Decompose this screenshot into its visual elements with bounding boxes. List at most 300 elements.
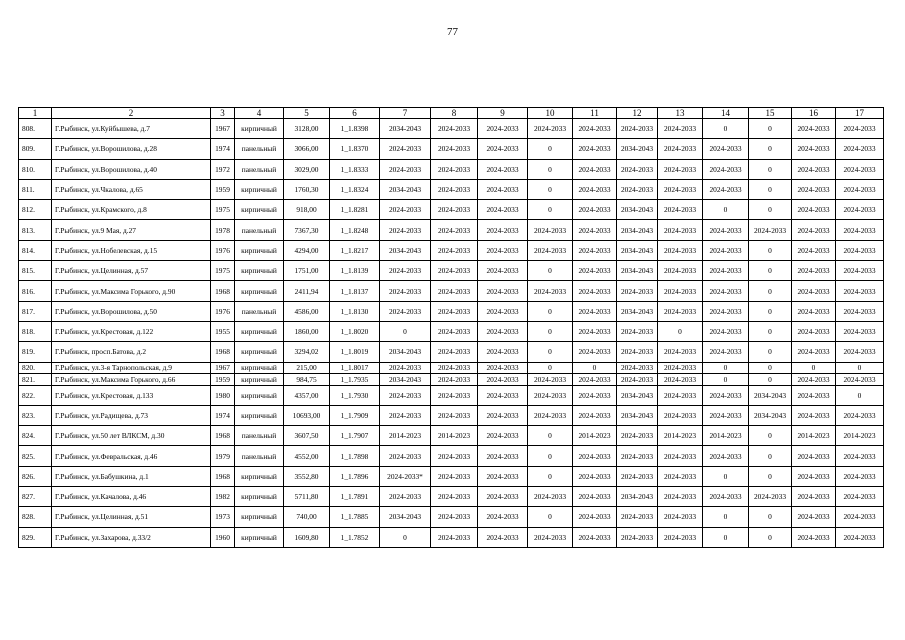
term-col-14-cell: 0 bbox=[703, 374, 749, 386]
table-header-row bbox=[19, 108, 884, 119]
term-col-10-cell: 0 bbox=[528, 159, 573, 179]
area-cell: 1609,80 bbox=[284, 527, 330, 547]
row-number-cell: 815. bbox=[19, 261, 52, 281]
table-row bbox=[19, 261, 884, 281]
term-col-7-cell: 2034-2043 bbox=[380, 374, 431, 386]
term-col-7-cell: 2034-2043 bbox=[380, 342, 431, 362]
column-header-15: 15 bbox=[749, 108, 792, 119]
wall-material-cell: кирпичный bbox=[235, 527, 284, 547]
term-col-15-cell: 0 bbox=[749, 240, 792, 260]
term-col-15-cell: 0 bbox=[749, 200, 792, 220]
term-col-15-cell: 2024-2033 bbox=[749, 487, 792, 507]
wall-material-cell: кирпичный bbox=[235, 466, 284, 486]
term-col-8-cell: 2024-2033 bbox=[431, 374, 478, 386]
term-col-14-cell: 2024-2033 bbox=[703, 321, 749, 341]
column-header-2: 2 bbox=[52, 108, 211, 119]
term-col-12-cell: 2034-2043 bbox=[617, 405, 658, 425]
term-col-12-cell: 2034-2043 bbox=[617, 139, 658, 159]
term-col-14-cell: 2024-2033 bbox=[703, 139, 749, 159]
term-col-11-cell: 2024-2033 bbox=[573, 342, 617, 362]
build-year-cell: 1974 bbox=[211, 139, 235, 159]
term-col-12-cell: 2034-2043 bbox=[617, 200, 658, 220]
wall-material-cell: кирпичный bbox=[235, 240, 284, 260]
term-col-12-cell: 2024-2033 bbox=[617, 321, 658, 341]
column-header-12: 12 bbox=[617, 108, 658, 119]
wall-material-cell: панельный bbox=[235, 139, 284, 159]
term-col-15-cell: 0 bbox=[749, 261, 792, 281]
term-col-13-cell: 2024-2033 bbox=[658, 261, 703, 281]
term-col-11-cell: 2024-2033 bbox=[573, 507, 617, 527]
term-col-13-cell: 2024-2033 bbox=[658, 507, 703, 527]
term-col-9-cell: 2024-2033 bbox=[478, 119, 528, 139]
address-cell: Г.Рыбинск, ул.Радищева, д.73 bbox=[52, 405, 211, 425]
term-col-12-cell: 2034-2043 bbox=[617, 385, 658, 405]
area-cell: 1751,00 bbox=[284, 261, 330, 281]
term-col-17-cell: 2024-2033 bbox=[836, 220, 884, 240]
term-col-17-cell: 2024-2033 bbox=[836, 342, 884, 362]
term-col-14-cell: 2024-2033 bbox=[703, 342, 749, 362]
house-code-cell: 1_1.8137 bbox=[330, 281, 380, 301]
address-cell: Г.Рыбинск, ул.Целинная, д.57 bbox=[52, 261, 211, 281]
address-cell: Г.Рыбинск, ул.Захарова, д.33/2 bbox=[52, 527, 211, 547]
term-col-13-cell: 2024-2033 bbox=[658, 139, 703, 159]
term-col-17-cell: 2024-2033 bbox=[836, 119, 884, 139]
term-col-14-cell: 0 bbox=[703, 466, 749, 486]
term-col-9-cell: 2024-2033 bbox=[478, 466, 528, 486]
term-col-17-cell: 2024-2033 bbox=[836, 466, 884, 486]
term-col-11-cell: 2024-2033 bbox=[573, 321, 617, 341]
term-col-7-cell: 2024-2033 bbox=[380, 446, 431, 466]
wall-material-cell: панельный bbox=[235, 159, 284, 179]
term-col-17-cell: 2024-2033 bbox=[836, 179, 884, 199]
term-col-8-cell: 2024-2033 bbox=[431, 240, 478, 260]
term-col-9-cell: 2024-2033 bbox=[478, 362, 528, 374]
term-col-14-cell: 0 bbox=[703, 527, 749, 547]
table-row bbox=[19, 240, 884, 260]
term-col-12-cell: 2024-2033 bbox=[617, 374, 658, 386]
area-cell: 1760,30 bbox=[284, 179, 330, 199]
address-cell: Г.Рыбинск, ул.Бабушкина, д.1 bbox=[52, 466, 211, 486]
area-cell: 4357,00 bbox=[284, 385, 330, 405]
row-number-cell: 828. bbox=[19, 507, 52, 527]
table-row bbox=[19, 200, 884, 220]
term-col-16-cell: 2024-2033 bbox=[792, 385, 836, 405]
term-col-8-cell: 2024-2033 bbox=[431, 321, 478, 341]
row-number-cell: 814. bbox=[19, 240, 52, 260]
row-number-cell: 824. bbox=[19, 426, 52, 446]
term-col-16-cell: 2024-2033 bbox=[792, 240, 836, 260]
row-number-cell: 811. bbox=[19, 179, 52, 199]
term-col-13-cell: 2024-2033 bbox=[658, 281, 703, 301]
term-col-14-cell: 2024-2033 bbox=[703, 281, 749, 301]
term-col-14-cell: 2014-2023 bbox=[703, 426, 749, 446]
term-col-15-cell: 0 bbox=[749, 281, 792, 301]
term-col-7-cell: 2024-2033 bbox=[380, 261, 431, 281]
term-col-11-cell: 2024-2033 bbox=[573, 385, 617, 405]
build-year-cell: 1959 bbox=[211, 179, 235, 199]
term-col-13-cell: 2024-2033 bbox=[658, 362, 703, 374]
house-code-cell: 1_1.8217 bbox=[330, 240, 380, 260]
address-cell: Г.Рыбинск, ул.3-я Тарнопольская, д.9 bbox=[52, 362, 211, 374]
area-cell: 5711,80 bbox=[284, 487, 330, 507]
term-col-12-cell: 2034-2043 bbox=[617, 261, 658, 281]
build-year-cell: 1972 bbox=[211, 159, 235, 179]
term-col-11-cell: 2024-2033 bbox=[573, 261, 617, 281]
term-col-9-cell: 2024-2033 bbox=[478, 139, 528, 159]
term-col-9-cell: 2024-2033 bbox=[478, 342, 528, 362]
house-code-cell: 1_1.7909 bbox=[330, 405, 380, 425]
term-col-16-cell: 2024-2033 bbox=[792, 301, 836, 321]
term-col-12-cell: 2034-2043 bbox=[617, 220, 658, 240]
build-year-cell: 1967 bbox=[211, 119, 235, 139]
term-col-10-cell: 2024-2033 bbox=[528, 374, 573, 386]
term-col-15-cell: 0 bbox=[749, 362, 792, 374]
wall-material-cell: кирпичный bbox=[235, 362, 284, 374]
term-col-8-cell: 2024-2033 bbox=[431, 261, 478, 281]
house-code-cell: 1_1.8398 bbox=[330, 119, 380, 139]
term-col-17-cell: 2024-2033 bbox=[836, 405, 884, 425]
wall-material-cell: кирпичный bbox=[235, 342, 284, 362]
table-body bbox=[19, 119, 884, 548]
address-cell: Г.Рыбинск, ул.Максима Горького, д.66 bbox=[52, 374, 211, 386]
area-cell: 4552,00 bbox=[284, 446, 330, 466]
term-col-16-cell: 2024-2033 bbox=[792, 446, 836, 466]
term-col-12-cell: 2024-2033 bbox=[617, 466, 658, 486]
term-col-16-cell: 2024-2033 bbox=[792, 159, 836, 179]
term-col-9-cell: 2024-2033 bbox=[478, 374, 528, 386]
term-col-14-cell: 2024-2033 bbox=[703, 487, 749, 507]
term-col-11-cell: 2024-2033 bbox=[573, 200, 617, 220]
term-col-11-cell: 2024-2033 bbox=[573, 374, 617, 386]
wall-material-cell: кирпичный bbox=[235, 281, 284, 301]
term-col-11-cell: 2024-2033 bbox=[573, 240, 617, 260]
term-col-11-cell: 2024-2033 bbox=[573, 139, 617, 159]
term-col-13-cell: 2024-2033 bbox=[658, 374, 703, 386]
address-cell: Г.Рыбинск, ул.Февральская, д.46 bbox=[52, 446, 211, 466]
term-col-14-cell: 2024-2033 bbox=[703, 405, 749, 425]
row-number-cell: 813. bbox=[19, 220, 52, 240]
term-col-7-cell: 2024-2033 bbox=[380, 301, 431, 321]
term-col-7-cell: 2024-2033 bbox=[380, 200, 431, 220]
term-col-16-cell: 2024-2033 bbox=[792, 200, 836, 220]
term-col-7-cell: 2034-2043 bbox=[380, 179, 431, 199]
table-row bbox=[19, 342, 884, 362]
term-col-15-cell: 0 bbox=[749, 507, 792, 527]
build-year-cell: 1976 bbox=[211, 240, 235, 260]
address-cell: Г.Рыбинск, ул.Чкалова, д.65 bbox=[52, 179, 211, 199]
term-col-8-cell: 2024-2033 bbox=[431, 487, 478, 507]
column-header-14: 14 bbox=[703, 108, 749, 119]
term-col-15-cell: 0 bbox=[749, 466, 792, 486]
term-col-9-cell: 2024-2033 bbox=[478, 261, 528, 281]
table-row bbox=[19, 385, 884, 405]
term-col-12-cell: 2024-2033 bbox=[617, 342, 658, 362]
build-year-cell: 1975 bbox=[211, 200, 235, 220]
term-col-13-cell: 2024-2033 bbox=[658, 466, 703, 486]
row-number-cell: 826. bbox=[19, 466, 52, 486]
term-col-7-cell: 2024-2033* bbox=[380, 466, 431, 486]
table-row bbox=[19, 362, 884, 374]
table-row bbox=[19, 281, 884, 301]
address-cell: Г.Рыбинск, ул.Крамского, д.8 bbox=[52, 200, 211, 220]
term-col-10-cell: 0 bbox=[528, 261, 573, 281]
term-col-15-cell: 0 bbox=[749, 321, 792, 341]
row-number-cell: 812. bbox=[19, 200, 52, 220]
term-col-10-cell: 0 bbox=[528, 301, 573, 321]
term-col-16-cell: 2024-2033 bbox=[792, 466, 836, 486]
term-col-13-cell: 2024-2033 bbox=[658, 385, 703, 405]
term-col-17-cell: 2024-2033 bbox=[836, 321, 884, 341]
term-col-17-cell: 2024-2033 bbox=[836, 159, 884, 179]
address-cell: Г.Рыбинск, ул.Ворошилова, д.40 bbox=[52, 159, 211, 179]
term-col-7-cell: 2024-2033 bbox=[380, 385, 431, 405]
term-col-16-cell: 2024-2033 bbox=[792, 261, 836, 281]
term-col-15-cell: 0 bbox=[749, 527, 792, 547]
address-cell: Г.Рыбинск, ул.Целинная, д.51 bbox=[52, 507, 211, 527]
wall-material-cell: кирпичный bbox=[235, 321, 284, 341]
column-header-11: 11 bbox=[573, 108, 617, 119]
build-year-cell: 1974 bbox=[211, 405, 235, 425]
term-col-16-cell: 2024-2033 bbox=[792, 179, 836, 199]
term-col-9-cell: 2024-2033 bbox=[478, 487, 528, 507]
table-row bbox=[19, 446, 884, 466]
house-code-cell: 1_1.7930 bbox=[330, 385, 380, 405]
wall-material-cell: кирпичный bbox=[235, 261, 284, 281]
column-header-6: 6 bbox=[330, 108, 380, 119]
housing-registry-table bbox=[18, 107, 884, 548]
row-number-cell: 829. bbox=[19, 527, 52, 547]
wall-material-cell: кирпичный bbox=[235, 374, 284, 386]
term-col-9-cell: 2024-2033 bbox=[478, 321, 528, 341]
term-col-9-cell: 2024-2033 bbox=[478, 527, 528, 547]
row-number-cell: 809. bbox=[19, 139, 52, 159]
term-col-13-cell: 2024-2033 bbox=[658, 119, 703, 139]
column-header-16: 16 bbox=[792, 108, 836, 119]
column-header-4: 4 bbox=[235, 108, 284, 119]
column-header-7: 7 bbox=[380, 108, 431, 119]
build-year-cell: 1967 bbox=[211, 362, 235, 374]
house-code-cell: 1_1.8130 bbox=[330, 301, 380, 321]
term-col-10-cell: 0 bbox=[528, 321, 573, 341]
term-col-9-cell: 2024-2033 bbox=[478, 159, 528, 179]
term-col-8-cell: 2014-2023 bbox=[431, 426, 478, 446]
term-col-17-cell: 2024-2033 bbox=[836, 200, 884, 220]
column-header-5: 5 bbox=[284, 108, 330, 119]
house-code-cell: 1_1.7891 bbox=[330, 487, 380, 507]
term-col-15-cell: 2034-2043 bbox=[749, 385, 792, 405]
column-header-3: 3 bbox=[211, 108, 235, 119]
term-col-10-cell: 0 bbox=[528, 362, 573, 374]
term-col-17-cell: 2024-2033 bbox=[836, 527, 884, 547]
term-col-7-cell: 2024-2033 bbox=[380, 159, 431, 179]
term-col-10-cell: 0 bbox=[528, 426, 573, 446]
build-year-cell: 1955 bbox=[211, 321, 235, 341]
term-col-12-cell: 2024-2033 bbox=[617, 426, 658, 446]
house-code-cell: 1_1.8324 bbox=[330, 179, 380, 199]
term-col-13-cell: 2024-2033 bbox=[658, 159, 703, 179]
table-row bbox=[19, 405, 884, 425]
term-col-9-cell: 2024-2033 bbox=[478, 179, 528, 199]
term-col-15-cell: 0 bbox=[749, 159, 792, 179]
wall-material-cell: кирпичный bbox=[235, 385, 284, 405]
term-col-10-cell: 2024-2033 bbox=[528, 487, 573, 507]
term-col-17-cell: 2014-2023 bbox=[836, 426, 884, 446]
term-col-10-cell: 2024-2033 bbox=[528, 527, 573, 547]
term-col-9-cell: 2024-2033 bbox=[478, 301, 528, 321]
term-col-11-cell: 2024-2033 bbox=[573, 301, 617, 321]
build-year-cell: 1968 bbox=[211, 426, 235, 446]
term-col-17-cell: 2024-2033 bbox=[836, 261, 884, 281]
row-number-cell: 825. bbox=[19, 446, 52, 466]
build-year-cell: 1959 bbox=[211, 374, 235, 386]
row-number-cell: 822. bbox=[19, 385, 52, 405]
column-header-13: 13 bbox=[658, 108, 703, 119]
term-col-13-cell: 2024-2033 bbox=[658, 301, 703, 321]
row-number-cell: 808. bbox=[19, 119, 52, 139]
term-col-16-cell: 2024-2033 bbox=[792, 119, 836, 139]
term-col-8-cell: 2024-2033 bbox=[431, 342, 478, 362]
term-col-14-cell: 0 bbox=[703, 507, 749, 527]
term-col-7-cell: 2024-2033 bbox=[380, 405, 431, 425]
term-col-8-cell: 2024-2033 bbox=[431, 200, 478, 220]
address-cell: Г.Рыбинск, ул.50 лет ВЛКСМ, д.30 bbox=[52, 426, 211, 446]
build-year-cell: 1968 bbox=[211, 342, 235, 362]
term-col-7-cell: 2024-2033 bbox=[380, 281, 431, 301]
area-cell: 215,00 bbox=[284, 362, 330, 374]
term-col-17-cell: 2024-2033 bbox=[836, 487, 884, 507]
term-col-9-cell: 2024-2033 bbox=[478, 446, 528, 466]
term-col-13-cell: 2024-2033 bbox=[658, 200, 703, 220]
build-year-cell: 1960 bbox=[211, 527, 235, 547]
row-number-cell: 816. bbox=[19, 281, 52, 301]
area-cell: 3128,00 bbox=[284, 119, 330, 139]
table-row bbox=[19, 301, 884, 321]
term-col-11-cell: 2024-2033 bbox=[573, 446, 617, 466]
term-col-12-cell: 2024-2033 bbox=[617, 159, 658, 179]
term-col-10-cell: 0 bbox=[528, 466, 573, 486]
term-col-7-cell: 0 bbox=[380, 527, 431, 547]
term-col-9-cell: 2024-2033 bbox=[478, 240, 528, 260]
house-code-cell: 1_1.7907 bbox=[330, 426, 380, 446]
address-cell: Г.Рыбинск, ул.Ворошилова, д.50 bbox=[52, 301, 211, 321]
wall-material-cell: панельный bbox=[235, 220, 284, 240]
address-cell: Г.Рыбинск, ул.Ворошилова, д.28 bbox=[52, 139, 211, 159]
term-col-7-cell: 2024-2033 bbox=[380, 487, 431, 507]
column-header-10: 10 bbox=[528, 108, 573, 119]
term-col-12-cell: 2024-2033 bbox=[617, 281, 658, 301]
wall-material-cell: панельный bbox=[235, 301, 284, 321]
term-col-11-cell: 2024-2033 bbox=[573, 466, 617, 486]
area-cell: 918,00 bbox=[284, 200, 330, 220]
table-row bbox=[19, 466, 884, 486]
term-col-11-cell: 2024-2033 bbox=[573, 405, 617, 425]
term-col-16-cell: 2014-2023 bbox=[792, 426, 836, 446]
term-col-17-cell: 2024-2033 bbox=[836, 301, 884, 321]
area-cell: 3294,02 bbox=[284, 342, 330, 362]
house-code-cell: 1_1.8281 bbox=[330, 200, 380, 220]
term-col-10-cell: 2024-2033 bbox=[528, 220, 573, 240]
term-col-9-cell: 2024-2033 bbox=[478, 405, 528, 425]
area-cell: 2411,94 bbox=[284, 281, 330, 301]
table-row bbox=[19, 139, 884, 159]
column-header-8: 8 bbox=[431, 108, 478, 119]
table-row bbox=[19, 426, 884, 446]
address-cell: Г.Рыбинск, ул.Максима Горького, д.90 bbox=[52, 281, 211, 301]
term-col-8-cell: 2024-2033 bbox=[431, 159, 478, 179]
term-col-9-cell: 2024-2033 bbox=[478, 507, 528, 527]
term-col-11-cell: 2024-2033 bbox=[573, 527, 617, 547]
term-col-10-cell: 2024-2033 bbox=[528, 281, 573, 301]
table-row bbox=[19, 119, 884, 139]
area-cell: 10693,00 bbox=[284, 405, 330, 425]
row-number-cell: 823. bbox=[19, 405, 52, 425]
build-year-cell: 1982 bbox=[211, 487, 235, 507]
table-row bbox=[19, 374, 884, 386]
address-cell: Г.Рыбинск, ул.Крестовая, д.133 bbox=[52, 385, 211, 405]
build-year-cell: 1973 bbox=[211, 507, 235, 527]
term-col-15-cell: 0 bbox=[749, 301, 792, 321]
term-col-16-cell: 2024-2033 bbox=[792, 139, 836, 159]
term-col-7-cell: 2034-2043 bbox=[380, 507, 431, 527]
term-col-9-cell: 2024-2033 bbox=[478, 426, 528, 446]
term-col-15-cell: 2024-2033 bbox=[749, 220, 792, 240]
term-col-16-cell: 2024-2033 bbox=[792, 281, 836, 301]
wall-material-cell: кирпичный bbox=[235, 487, 284, 507]
wall-material-cell: кирпичный bbox=[235, 507, 284, 527]
term-col-8-cell: 2024-2033 bbox=[431, 446, 478, 466]
term-col-13-cell: 2024-2033 bbox=[658, 405, 703, 425]
table-row bbox=[19, 220, 884, 240]
area-cell: 7367,30 bbox=[284, 220, 330, 240]
term-col-16-cell: 0 bbox=[792, 362, 836, 374]
term-col-10-cell: 2024-2033 bbox=[528, 405, 573, 425]
term-col-9-cell: 2024-2033 bbox=[478, 200, 528, 220]
area-cell: 1860,00 bbox=[284, 321, 330, 341]
page-number: 77 bbox=[447, 26, 458, 38]
term-col-11-cell: 2024-2033 bbox=[573, 487, 617, 507]
term-col-8-cell: 2024-2033 bbox=[431, 405, 478, 425]
address-cell: Г.Рыбинск, ул.Куйбышева, д.7 bbox=[52, 119, 211, 139]
term-col-16-cell: 2024-2033 bbox=[792, 405, 836, 425]
term-col-11-cell: 2014-2023 bbox=[573, 426, 617, 446]
term-col-8-cell: 2024-2033 bbox=[431, 179, 478, 199]
house-code-cell: 1_1.8370 bbox=[330, 139, 380, 159]
term-col-12-cell: 2024-2033 bbox=[617, 362, 658, 374]
term-col-16-cell: 2024-2033 bbox=[792, 487, 836, 507]
term-col-13-cell: 2024-2033 bbox=[658, 342, 703, 362]
table-row bbox=[19, 527, 884, 547]
term-col-17-cell: 2024-2033 bbox=[836, 507, 884, 527]
term-col-12-cell: 2024-2033 bbox=[617, 179, 658, 199]
term-col-14-cell: 0 bbox=[703, 362, 749, 374]
area-cell: 3607,50 bbox=[284, 426, 330, 446]
table-row bbox=[19, 321, 884, 341]
row-number-cell: 817. bbox=[19, 301, 52, 321]
wall-material-cell: кирпичный bbox=[235, 179, 284, 199]
build-year-cell: 1980 bbox=[211, 385, 235, 405]
build-year-cell: 1968 bbox=[211, 281, 235, 301]
wall-material-cell: кирпичный bbox=[235, 200, 284, 220]
row-number-cell: 819. bbox=[19, 342, 52, 362]
term-col-10-cell: 2024-2033 bbox=[528, 119, 573, 139]
term-col-11-cell: 2024-2033 bbox=[573, 119, 617, 139]
term-col-17-cell: 0 bbox=[836, 362, 884, 374]
term-col-15-cell: 2034-2043 bbox=[749, 405, 792, 425]
term-col-11-cell: 2024-2033 bbox=[573, 159, 617, 179]
term-col-9-cell: 2024-2033 bbox=[478, 385, 528, 405]
wall-material-cell: кирпичный bbox=[235, 119, 284, 139]
term-col-7-cell: 2024-2033 bbox=[380, 220, 431, 240]
